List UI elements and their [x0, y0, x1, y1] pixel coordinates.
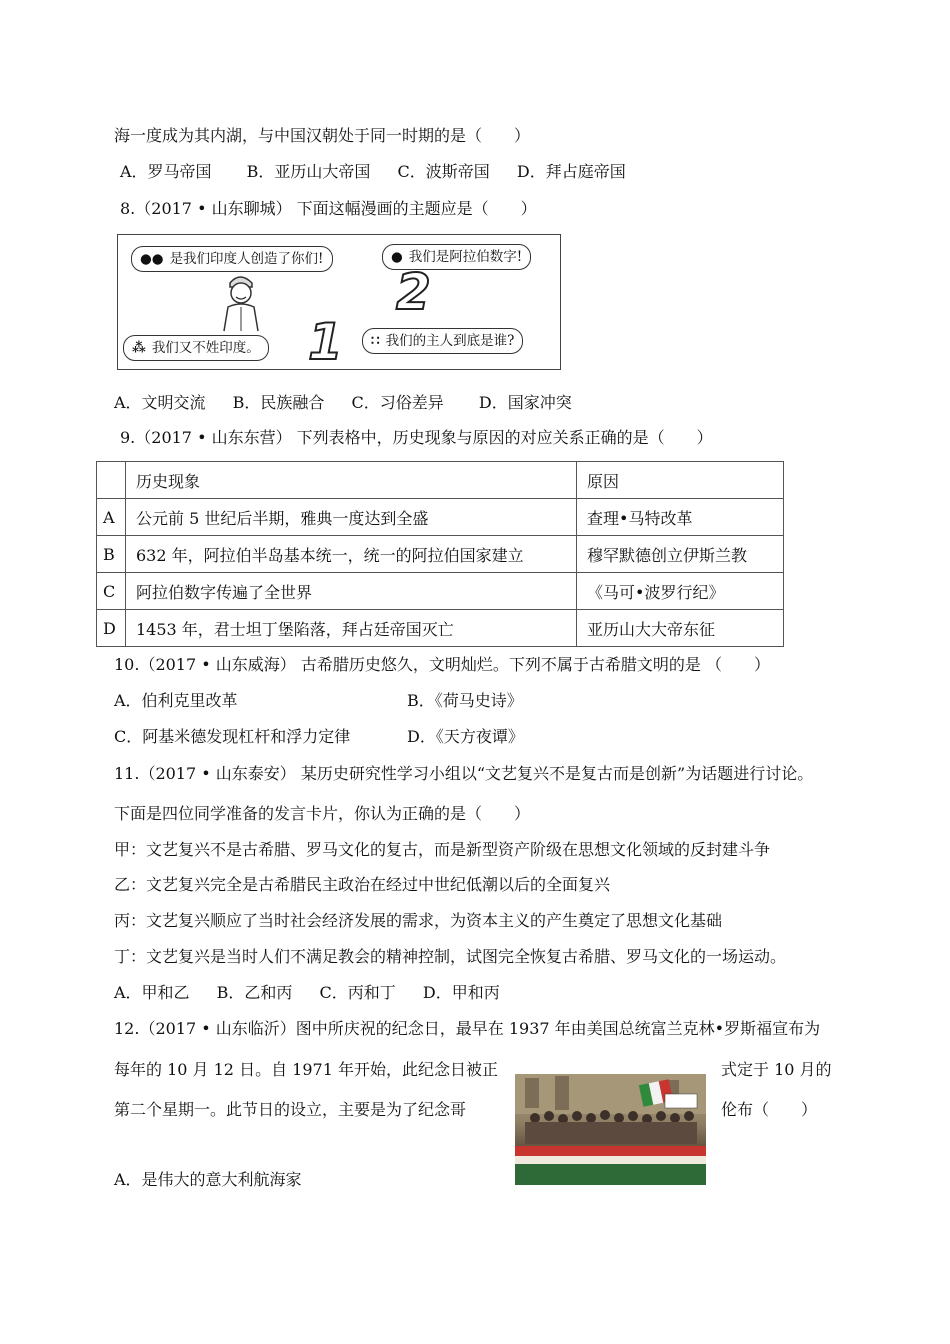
q12-stem-line-2-left: 每年的 10 月 12 日。自 1971 年开始，此纪念日被正	[114, 1060, 498, 1079]
q12-option-a[interactable]: A．是伟大的意大利航海家	[114, 1170, 302, 1189]
table-row	[97, 573, 784, 610]
q11-option-d[interactable]: D．甲和丙	[422, 983, 500, 1002]
table-cell: 亚历山大大帝东征	[577, 610, 784, 647]
q8-option-b[interactable]: B．民族融合	[232, 393, 325, 412]
q7-option-d[interactable]: D．拜占庭帝国	[516, 162, 626, 181]
q12-stem-line-1: 12.（2017 • 山东临沂）图中所庆祝的纪念日，最早在 1937 年由美国总统富兰克林•罗斯福宣布为	[114, 1019, 821, 1038]
table-cell: 1453 年，君士坦丁堡陷落，拜占廷帝国灭亡	[126, 610, 577, 647]
table-cell: D	[97, 610, 126, 647]
q12-stem-line-2-right: 式定于 10 月的	[721, 1060, 832, 1079]
q7-options	[120, 161, 626, 183]
comic-image	[117, 234, 561, 370]
q10-stem: 10.（2017 • 山东威海） 古希腊历史悠久，文明灿烂。下列不属于古希腊文明的是 （ ）	[114, 655, 770, 674]
table-header-row	[97, 462, 784, 499]
q10-option-d[interactable]: D．《天方夜谭》	[407, 727, 524, 746]
q9-stem: 9.（2017 • 山东东营） 下列表格中，历史现象与原因的对应关系正确的是（ ）	[120, 428, 713, 447]
table-cell: B	[97, 536, 126, 573]
q10-option-c[interactable]: C．阿基米德发现杠杆和浮力定律	[114, 727, 351, 746]
q7-option-c[interactable]: C．波斯帝国	[397, 162, 490, 181]
table-cell: 阿拉伯数字传遍了全世界	[126, 573, 577, 610]
speaker-mark-icon: ∷	[371, 333, 380, 349]
speaker-mark-icon: ●●	[140, 251, 164, 267]
q7-option-b[interactable]: B．亚历山大帝国	[246, 162, 371, 181]
table-cell: 《马可•波罗行纪》	[577, 573, 784, 610]
parade-photo	[515, 1074, 706, 1185]
numeral-one-figure: 1	[308, 313, 343, 370]
numeral-two-figure: 2	[396, 263, 431, 321]
table-cell: 查理•马特改革	[577, 499, 784, 536]
q11-card-jia: 甲：文艺复兴不是古希腊、罗马文化的复古，而是新型资产阶级在思想文化领域的反封建斗争	[114, 840, 771, 859]
comic-bubble-4-text: 我们的主人到底是谁?	[385, 333, 515, 349]
table-header-cell	[97, 462, 126, 499]
parade-scene-icon	[515, 1074, 706, 1185]
q12-stem-line-3-left: 第二个星期一。此节日的设立，主要是为了纪念哥	[114, 1100, 467, 1119]
table-cell: C	[97, 573, 126, 610]
q11-card-bing: 丙：文艺复兴顺应了当时社会经济发展的需求，为资本主义的产生奠定了思想文化基础	[114, 911, 723, 930]
q11-card-ding: 丁：文艺复兴是当时人们不满足教会的精神控制，试图完全恢复古希腊、罗马文化的一场运动。	[114, 947, 787, 966]
q8-stem: 8.（2017 • 山东聊城） 下面这幅漫画的主题应是（ ）	[120, 199, 537, 218]
table-header-cell: 原因	[577, 462, 784, 499]
q11-stem-2: 下面是四位同学准备的发言卡片，你认为正确的是（ ）	[114, 804, 531, 823]
q10-option-b[interactable]: B．《荷马史诗》	[407, 691, 523, 710]
q12-stem-line-3-right: 伦布（ ）	[721, 1100, 818, 1119]
q8-option-c[interactable]: C．习俗差异	[351, 393, 444, 412]
comic-bubble-3	[123, 335, 269, 361]
q8-option-d[interactable]: D．国家冲突	[478, 393, 572, 412]
table-row	[97, 610, 784, 647]
indian-man-figure-icon	[212, 269, 268, 333]
q7-option-a[interactable]: A．罗马帝国	[120, 162, 212, 181]
table-cell: 632 年，阿拉伯半岛基本统一，统一的阿拉伯国家建立	[126, 536, 577, 573]
comic-bubble-1-text: 是我们印度人创造了你们!	[169, 251, 324, 267]
table-cell: 公元前 5 世纪后半期，雅典一度达到全盛	[126, 499, 577, 536]
q9-table	[96, 461, 784, 647]
comic-bubble-3-text: 我们又不姓印度。	[151, 340, 260, 356]
q11-options	[114, 982, 500, 1004]
q8-options	[114, 392, 572, 414]
q10-option-a[interactable]: A．伯利克里改革	[114, 691, 238, 710]
table-header-cell: 历史现象	[126, 462, 577, 499]
q11-card-yi: 乙：文艺复兴完全是古希腊民主政治在经过中世纪低潮以后的全面复兴	[114, 875, 611, 894]
comic-bubble-4	[362, 328, 523, 354]
table-row	[97, 536, 784, 573]
q7-stem-tail: 海一度成为其内湖，与中国汉朝处于同一时期的是（ ）	[114, 126, 531, 145]
table-cell: A	[97, 499, 126, 536]
table-row	[97, 499, 784, 536]
q11-option-c[interactable]: C．丙和丁	[319, 983, 396, 1002]
q11-option-b[interactable]: B．乙和丙	[216, 983, 293, 1002]
table-cell: 穆罕默德创立伊斯兰教	[577, 536, 784, 573]
speaker-mark-icon: ●	[391, 249, 403, 265]
q8-option-a[interactable]: A．文明交流	[114, 393, 206, 412]
q11-stem: 11.（2017 • 山东泰安） 某历史研究性学习小组以“文艺复兴不是复古而是创新”为话题进行讨论。	[114, 764, 814, 783]
speaker-mark-icon: ⁂	[132, 340, 146, 356]
q11-option-a[interactable]: A．甲和乙	[114, 983, 190, 1002]
comic-bubble-2-text: 我们是阿拉伯数字!	[408, 249, 523, 265]
